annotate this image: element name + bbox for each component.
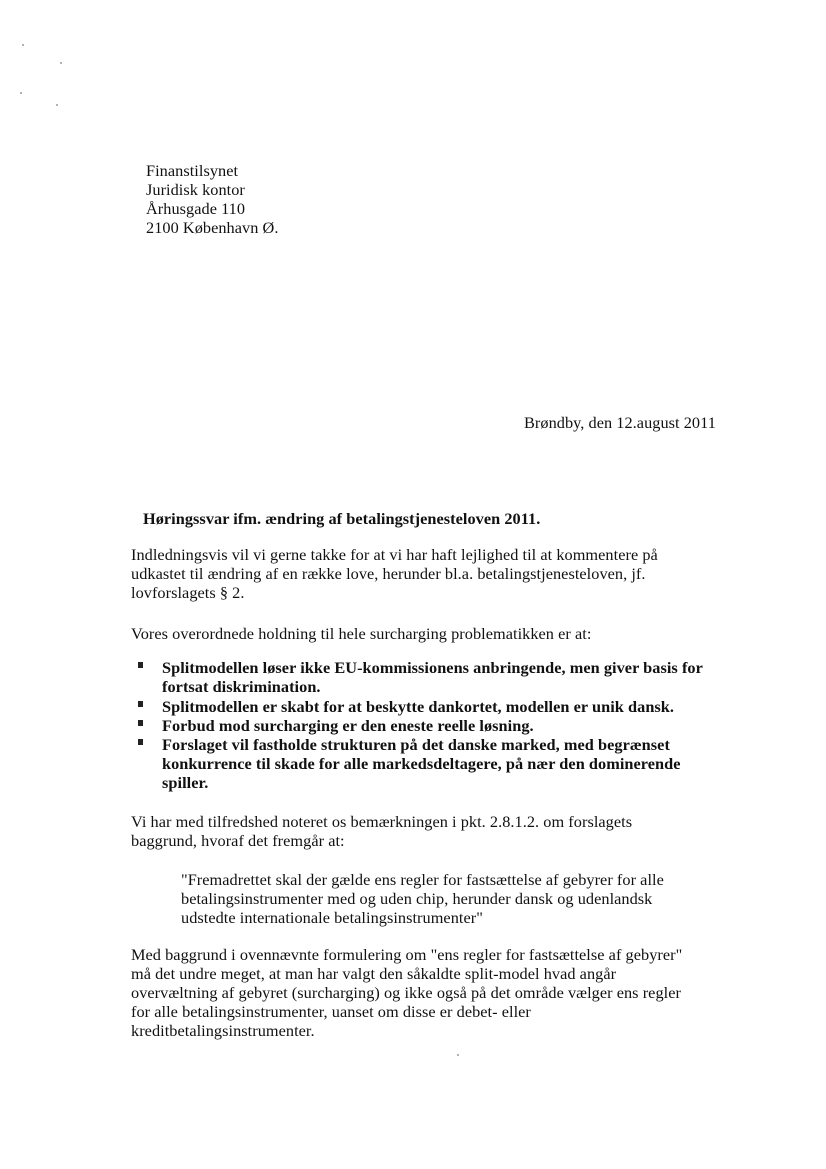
bullet-square-icon xyxy=(138,720,143,726)
text-line: overvæltning af gebyret (surcharging) og ikke også på det område vælger ens regler xyxy=(131,983,681,1002)
bullet-text-line: fortsat diskrimination. xyxy=(162,677,321,696)
recipient-city: 2100 København Ø. xyxy=(146,218,279,237)
bullet-text-line: Forbud mod surcharging er den eneste reelle løsning. xyxy=(162,716,534,735)
text-line: udkastet til ændring af en række love, herunder bl.a. betalingstjenesteloven, jf. xyxy=(131,564,646,583)
intro-paragraph xyxy=(131,545,658,602)
place-date: Brøndby, den 12.august 2011 xyxy=(524,413,716,432)
note-paragraph xyxy=(131,812,632,850)
position-intro: Vores overordnede holdning til hele surcharging problematikken er at: xyxy=(131,624,592,643)
scan-speck xyxy=(56,104,58,106)
bullet-item xyxy=(162,697,674,716)
recipient-department: Juridisk kontor xyxy=(146,180,245,199)
quote-line: udstedte internationale betalingsinstrumenter" xyxy=(181,908,483,927)
text-line: Med baggrund i ovennævnte formulering om "ens regler for fastsættelse af gebyrer" xyxy=(131,945,683,964)
bullet-text-line: Splitmodellen løser ikke EU-kommissionens anbringende, men giver basis for xyxy=(162,658,703,677)
bullet-text-line: spiller. xyxy=(162,773,209,792)
scan-speck xyxy=(20,92,22,94)
recipient-address xyxy=(146,161,278,237)
bullet-text-line: konkurrence til skade for alle markedsdeltagere, på nær den dominerende xyxy=(162,754,681,773)
bullet-square-icon xyxy=(138,701,143,707)
scan-speck xyxy=(22,44,24,46)
bullet-item xyxy=(162,716,534,735)
text-line: må det undre meget, at man har valgt den såkaldte split-model hvad angår xyxy=(131,964,617,983)
quote-line: betalingsinstrumenter med og uden chip, herunder dansk og udenlandsk xyxy=(181,889,653,908)
text-line: lovforslagets § 2. xyxy=(131,583,245,602)
closing-paragraph xyxy=(131,945,682,1040)
bullet-text-line: Splitmodellen er skabt for at beskytte dankortet, modellen er unik dansk. xyxy=(162,697,675,716)
recipient-name: Finanstilsynet xyxy=(146,161,239,180)
bullet-square-icon xyxy=(138,662,143,668)
block-quote xyxy=(181,870,664,927)
letter-subject: Høringssvar ifm. ændring af betalingstjenesteloven 2011. xyxy=(143,509,541,528)
text-line: Vi har med tilfredshed noteret os bemærkningen i pkt. 2.8.1.2. om forslagets xyxy=(131,812,633,831)
scan-speck xyxy=(457,1054,459,1056)
bullet-square-icon xyxy=(138,739,143,745)
text-line: baggrund, hvoraf det fremgår at: xyxy=(131,831,345,850)
bullet-item xyxy=(162,735,681,792)
text-line: kreditbetalingsinstrumenter. xyxy=(131,1021,315,1040)
bullet-item xyxy=(162,658,703,696)
text-line: for alle betalingsinstrumenter, uanset om disse er debet- eller xyxy=(131,1002,531,1021)
bullet-text-line: Forslaget vil fastholde strukturen på det danske marked, med begrænset xyxy=(162,735,670,754)
text-line: Indledningsvis vil vi gerne takke for at vi har haft lejlighed til at kommentere på xyxy=(131,545,658,564)
scan-speck xyxy=(60,62,62,64)
quote-line: "Fremadrettet skal der gælde ens regler for fastsættelse af gebyrer for alle xyxy=(181,870,664,889)
recipient-street: Århusgade 110 xyxy=(146,199,246,218)
